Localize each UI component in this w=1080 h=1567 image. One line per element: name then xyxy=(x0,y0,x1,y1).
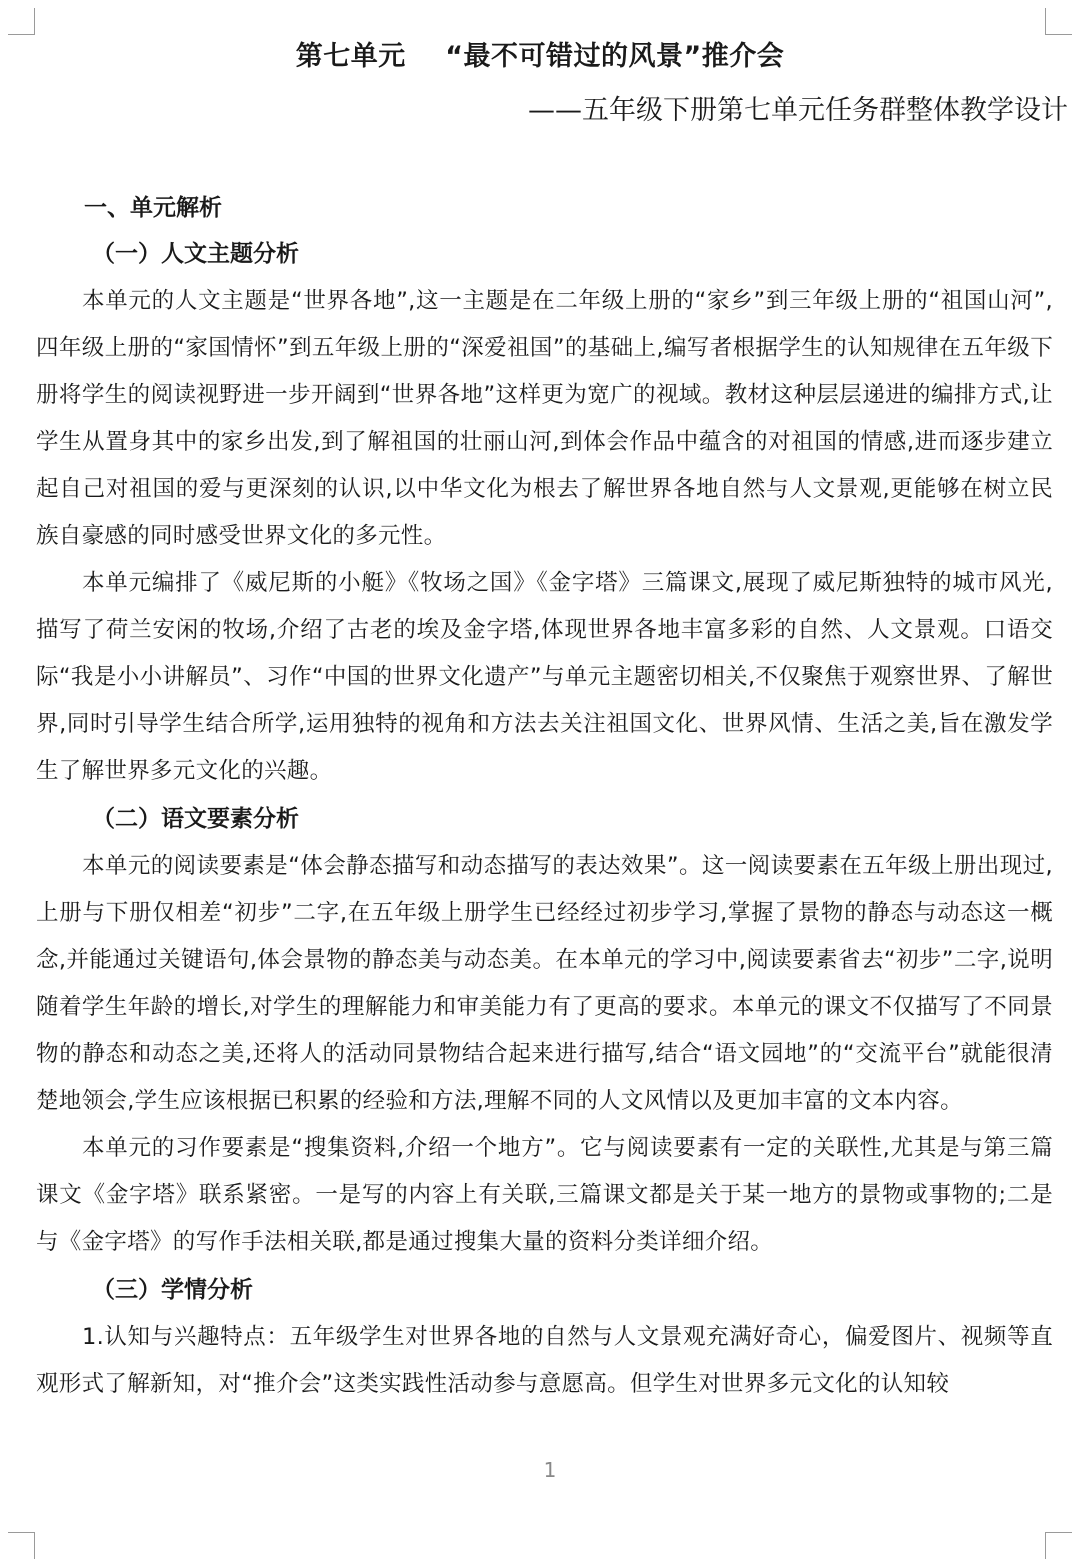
subsection-heading-learner-analysis: （三）学情分析 xyxy=(92,1277,253,1303)
subsection-heading-humanities-theme: （一）人文主题分析 xyxy=(92,241,299,267)
paragraph: 本单元的习作要素是“搜集资料,介绍一个地方”。它与阅读要素有一定的关联性,尤其是与第三篇课文《金字塔》联系紧密。一是写的内容上有关联,三篇课文都是关于某一地方的景物或事物的;二是与《金字塔》的写作手法相关联,都是通过搜集大量的资料分类详细介绍。 xyxy=(36,1135,1053,1255)
document-title: 第七单元 “最不可错过的风景”推介会 xyxy=(295,41,785,72)
crop-mark-bottom-left xyxy=(8,1532,35,1559)
paragraph: 1.认知与兴趣特点：五年级学生对世界各地的自然与人文景观充满好奇心，偏爱图片、视频等直观形式了解新知，对“推介会”这类实践性活动参与意愿高。但学生对世界多元文化的认知较 xyxy=(36,1324,1053,1397)
paragraph: 本单元的人文主题是“世界各地”,这一主题是在二年级上册的“家乡”到三年级上册的“祖国山河”,四年级上册的“家国情怀”到五年级上册的“深爱祖国”的基础上,编写者根据学生的认知规律在五年级下册将学生的阅读视野进一步开阔到“世界各地”这样更为宽广的视域。教材这种层层递进的编排方式,让学生从置身其中的家乡出发,到了解祖国的壮丽山河,到体会作品中蕴含的对祖国的情感,进而逐步建立起自己对祖国的爱与更深刻的认识,以中华文化为根去了解世界各地自然与人文景观,更能够在树立民族自豪感的同时感受世界文化的多元性。 xyxy=(36,288,1053,549)
crop-mark-bottom-right xyxy=(1045,1532,1072,1559)
section-heading-unit-analysis: 一、单元解析 xyxy=(84,195,222,221)
page-number: 1 xyxy=(543,1458,557,1482)
crop-mark-top-left xyxy=(8,8,35,35)
document-subtitle: ——五年级下册第七单元任务群整体教学设计 xyxy=(528,95,1068,126)
subsection-heading-language-elements: （二）语文要素分析 xyxy=(92,806,299,832)
crop-mark-top-right xyxy=(1045,8,1072,35)
document-body xyxy=(36,186,1053,1408)
paragraph: 本单元的阅读要素是“体会静态描写和动态描写的表达效果”。这一阅读要素在五年级上册出现过,上册与下册仅相差“初步”二字,在五年级上册学生已经经过初步学习,掌握了景物的静态与动态这一概念,并能通过关键语句,体会景物的静态美与动态美。在本单元的学习中,阅读要素省去“初步”二字,说明随着学生年龄的增长,对学生的理解能力和审美能力有了更高的要求。本单元的课文不仅描写了不同景物的静态和动态之美,还将人的活动同景物结合起来进行描写,结合“语文园地”的“交流平台”就能很清楚地领会,学生应该根据已积累的经验和方法,理解不同的人文风情以及更加丰富的文本内容。 xyxy=(36,853,1053,1114)
paragraph: 本单元编排了《威尼斯的小艇》《牧场之国》《金字塔》三篇课文,展现了威尼斯独特的城市风光,描写了荷兰安闲的牧场,介绍了古老的埃及金字塔,体现世界各地丰富多彩的自然、人文景观。口语交际“我是小小讲解员”、习作“中国的世界文化遗产”与单元主题密切相关,不仅聚焦于观察世界、了解世界,同时引导学生结合所学,运用独特的视角和方法去关注祖国文化、世界风情、生活之美,旨在激发学生了解世界多元文化的兴趣。 xyxy=(36,570,1053,784)
